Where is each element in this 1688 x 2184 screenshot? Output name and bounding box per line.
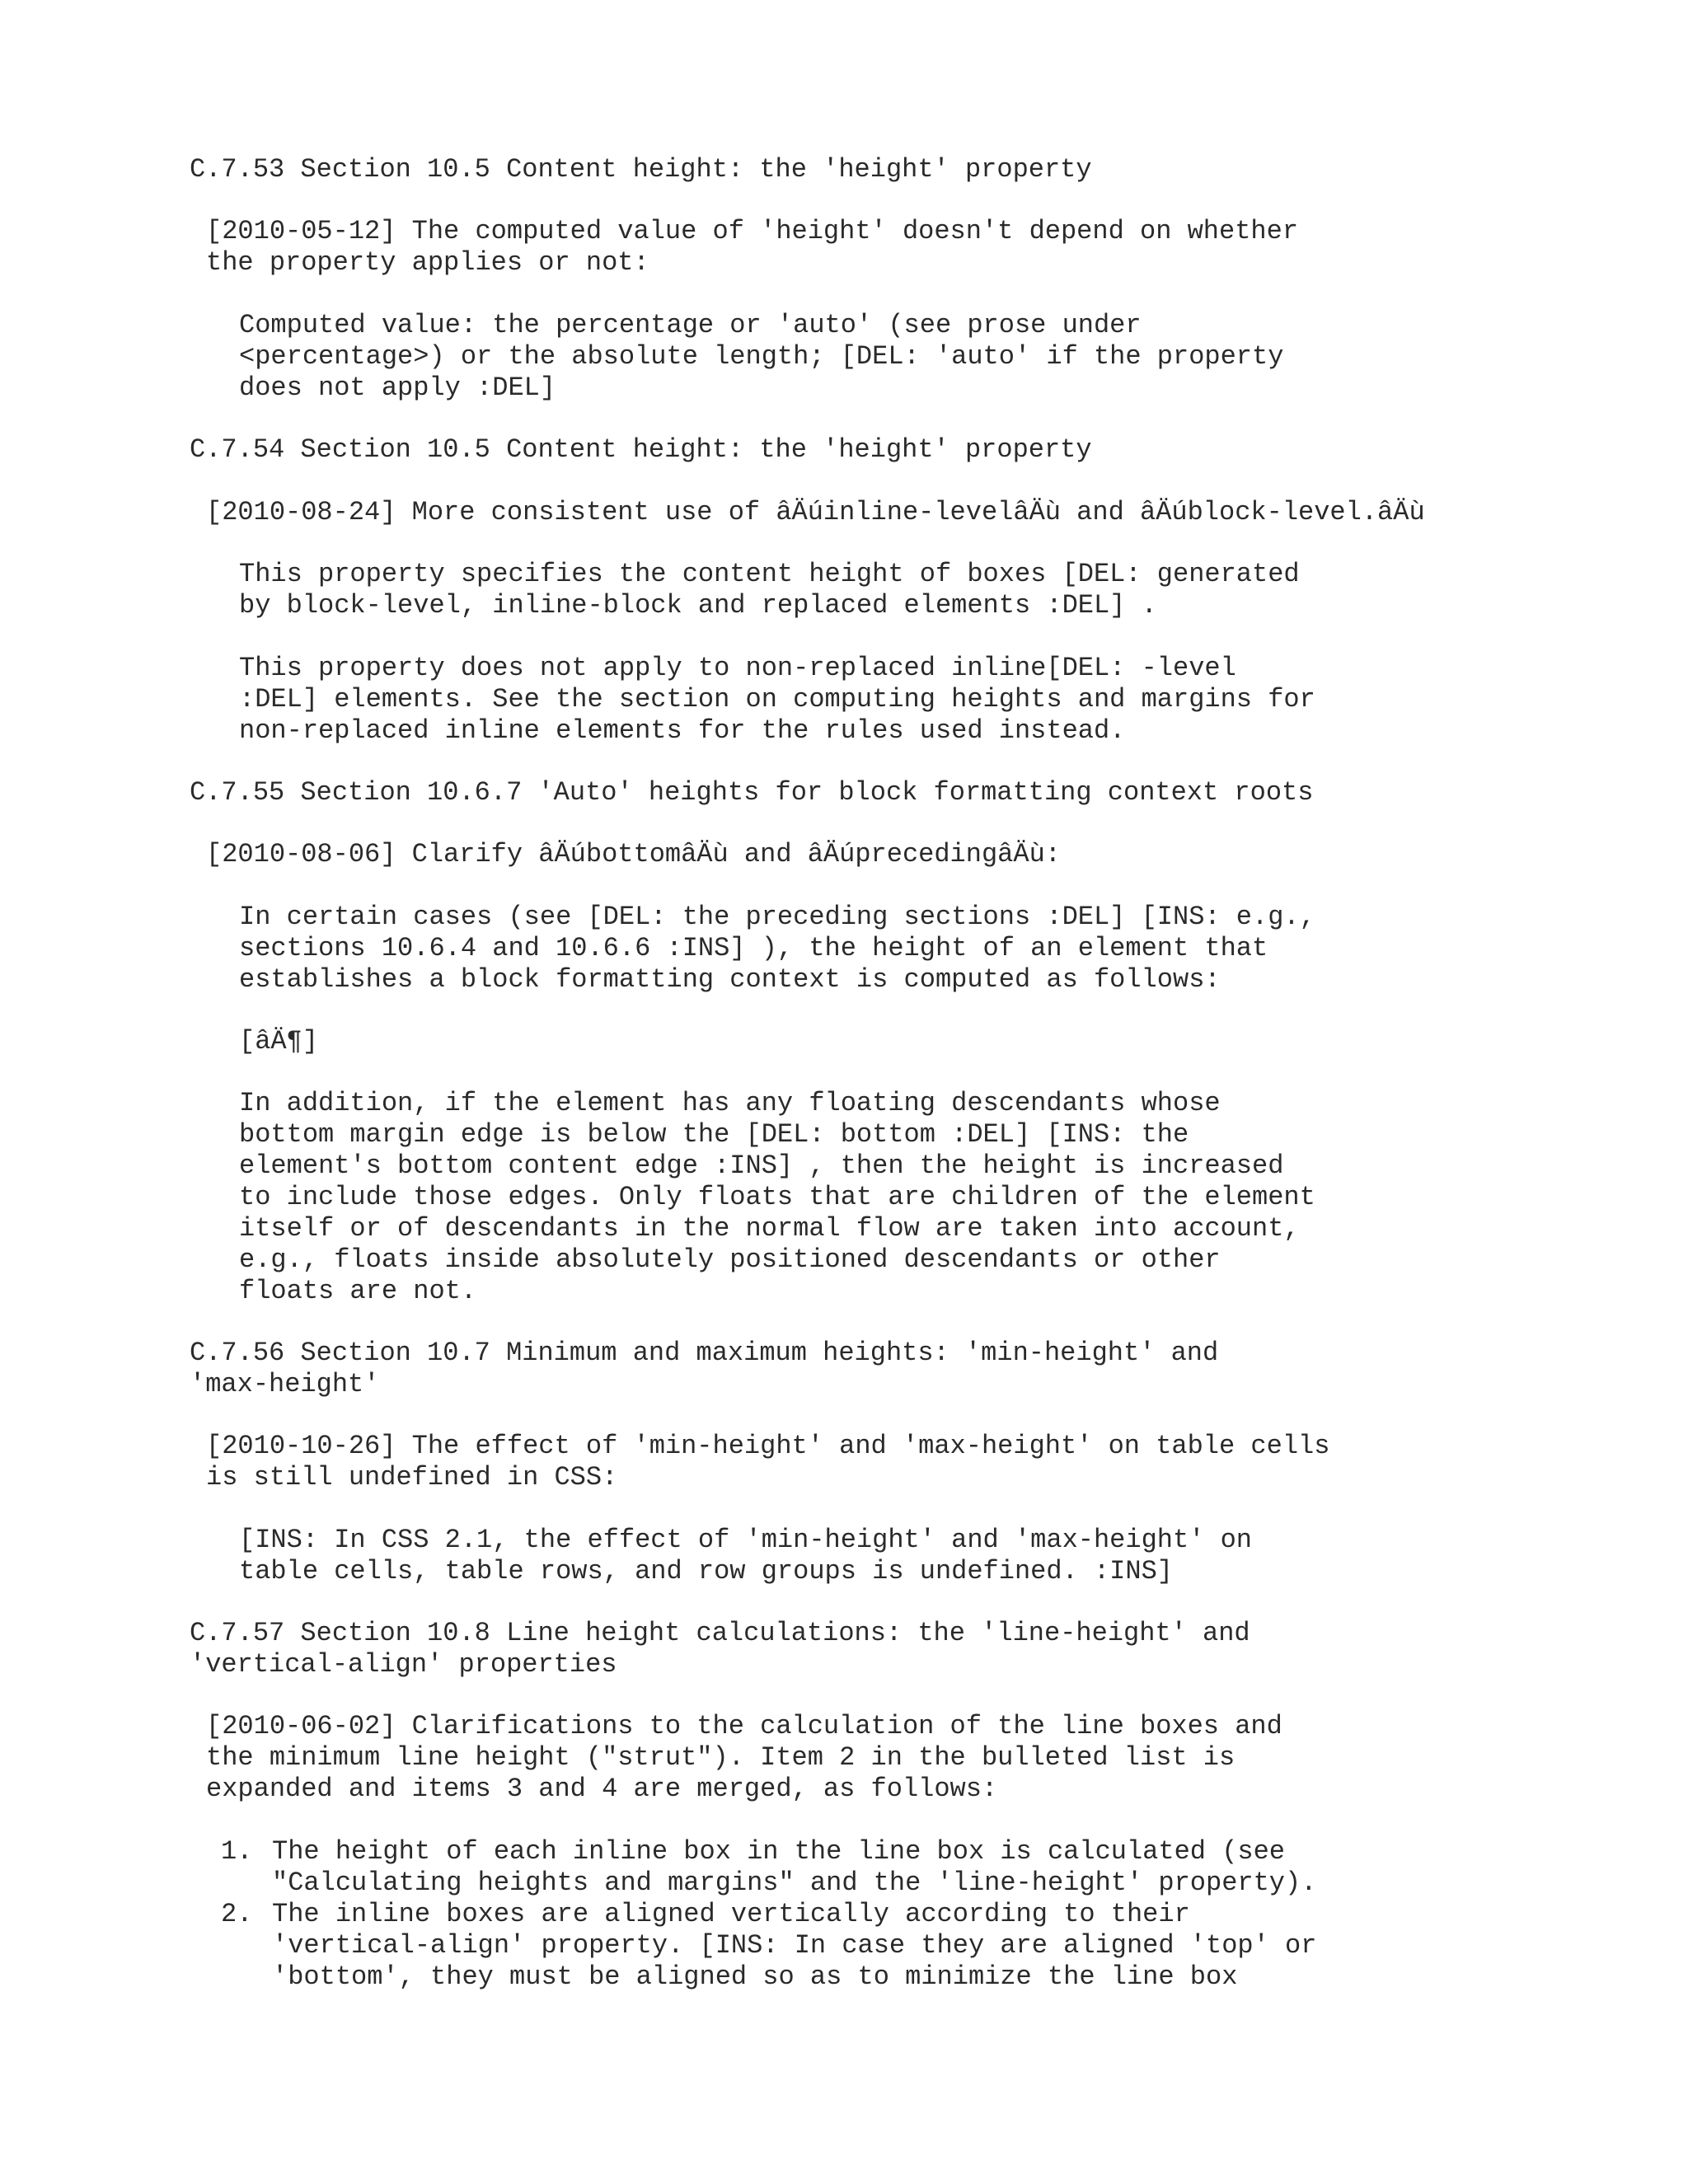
quote-c755-a-line3: establishes a block formatting context is computed as follows: <box>239 964 1221 995</box>
quote-c753-line3: does not apply :DEL] <box>239 373 556 403</box>
quote-c755-b-line1: In addition, if the element has any floating descendants whose <box>239 1088 1221 1118</box>
change-note-c753-line2: the property applies or not: <box>206 247 649 278</box>
quote-c755-b-line7: floats are not. <box>239 1276 477 1306</box>
change-note-c757-line1: [2010-06-02] Clarifications to the calculation of the line boxes and <box>206 1711 1282 1741</box>
quote-c753-line1: Computed value: the percentage or 'auto' (see prose under <box>239 310 1142 340</box>
quote-c754-b-line1: This property does not apply to non-replaced inline[DEL: -level <box>239 653 1236 683</box>
change-note-c756-line1: [2010-10-26] The effect of 'min-height' and 'max-height' on table cells <box>206 1431 1330 1461</box>
quote-c756-line1: [INS: In CSS 2.1, the effect of 'min-height' and 'max-height' on <box>239 1525 1252 1555</box>
change-note-c754: [2010-08-24] More consistent use of âÄúinline-levelâÄù and âÄúblock-level.âÄù <box>206 497 1425 527</box>
list-item-number: 2. <box>221 1899 253 1929</box>
list-item-2-line3: 'bottom', they must be aligned so as to minimize the line box <box>272 1961 1238 1992</box>
quote-c756-line2: table cells, table rows, and row groups is undefined. :INS] <box>239 1556 1173 1586</box>
section-heading-c756-line2: 'max-height' <box>190 1369 380 1399</box>
list-item-1-line1: The height of each inline box in the line box is calculated (see <box>272 1836 1285 1867</box>
ellipsis-marker: [âÄ¶] <box>239 1026 319 1057</box>
list-item-number: 1. <box>221 1836 253 1867</box>
quote-c755-b-line6: e.g., floats inside absolutely positioned descendants or other <box>239 1244 1221 1275</box>
section-heading-c757-line2: 'vertical-align' properties <box>190 1649 617 1680</box>
change-note-c753-line1: [2010-05-12] The computed value of 'height' doesn't depend on whether <box>206 216 1299 246</box>
quote-c754-b-line2: :DEL] elements. See the section on computing heights and margins for <box>239 684 1315 715</box>
section-heading-c753: C.7.53 Section 10.5 Content height: the 'height' property <box>190 154 1092 185</box>
quote-c755-b-line3: element's bottom content edge :INS] , then the height is increased <box>239 1151 1284 1181</box>
quote-c755-b-line4: to include those edges. Only floats that are children of the element <box>239 1182 1315 1212</box>
quote-c754-a-line1: This property specifies the content height of boxes [DEL: generated <box>239 559 1300 589</box>
list-item-2-line2: 'vertical-align' property. [INS: In case they are aligned 'top' or <box>272 1930 1317 1961</box>
section-heading-c754: C.7.54 Section 10.5 Content height: the 'height' property <box>190 434 1092 465</box>
section-heading-c757-line1: C.7.57 Section 10.8 Line height calculations: the 'line-height' and <box>190 1618 1250 1648</box>
section-heading-c756-line1: C.7.56 Section 10.7 Minimum and maximum heights: 'min-height' and <box>190 1338 1219 1368</box>
quote-c754-b-line3: non-replaced inline elements for the rules used instead. <box>239 715 1126 746</box>
quote-c755-a-line1: In certain cases (see [DEL: the preceding sections :DEL] [INS: e.g., <box>239 902 1315 932</box>
quote-c755-a-line2: sections 10.6.4 and 10.6.6 :INS] ), the height of an element that <box>239 933 1268 963</box>
quote-c754-a-line2: by block-level, inline-block and replaced elements :DEL] . <box>239 590 1157 621</box>
change-note-c757-line2: the minimum line height ("strut"). Item 2 in the bulleted list is <box>206 1742 1236 1773</box>
change-note-c756-line2: is still undefined in CSS: <box>206 1462 618 1493</box>
list-item-2-line1: The inline boxes are aligned vertically according to their <box>272 1899 1190 1929</box>
change-note-c755: [2010-08-06] Clarify âÄúbottomâÄù and âÄúprecedingâÄù: <box>206 839 1061 869</box>
quote-c755-b-line2: bottom margin edge is below the [DEL: bottom :DEL] [INS: the <box>239 1119 1189 1150</box>
change-note-c757-line3: expanded and items 3 and 4 are merged, as follows: <box>206 1774 998 1804</box>
section-heading-c755: C.7.55 Section 10.6.7 'Auto' heights for block formatting context roots <box>190 777 1314 808</box>
quote-c755-b-line5: itself or of descendants in the normal flow are taken into account, <box>239 1213 1300 1244</box>
quote-c753-line2: <percentage>) or the absolute length; [DEL: 'auto' if the property <box>239 341 1284 372</box>
list-item-1-line2: "Calculating heights and margins" and the 'line-height' property). <box>272 1868 1317 1898</box>
